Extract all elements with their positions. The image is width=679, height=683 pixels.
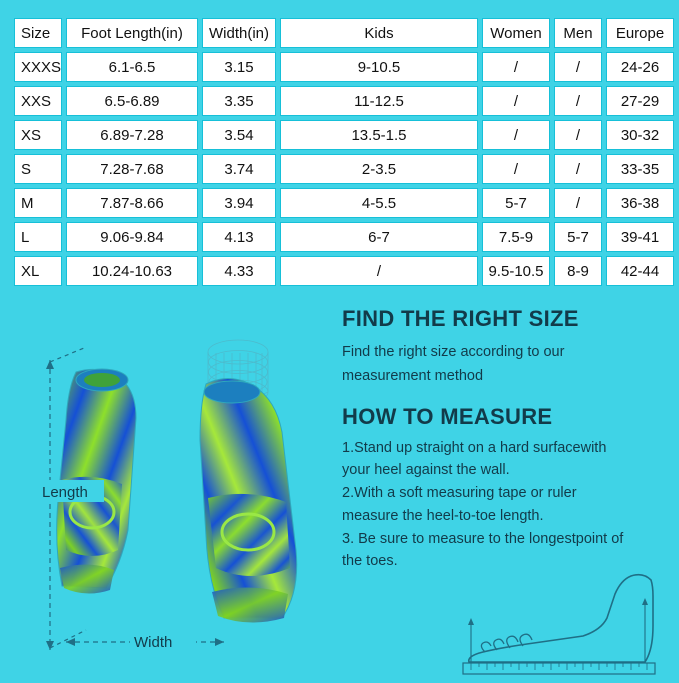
- column-header-kids: Kids: [280, 18, 478, 48]
- cell-kids: /: [280, 256, 478, 286]
- table-row: [14, 86, 674, 116]
- table-row: [14, 188, 674, 218]
- cell-foot-length: 6.5-6.89: [66, 86, 198, 116]
- cell-width: 4.13: [202, 222, 276, 252]
- cell-europe: 27-29: [606, 86, 674, 116]
- cell-women: 9.5-10.5: [482, 256, 550, 286]
- table-row: [14, 52, 674, 82]
- instructions-panel: [342, 306, 678, 574]
- cell-europe: 30-32: [606, 120, 674, 150]
- swim-fins-graphic: [10, 300, 340, 678]
- cell-foot-length: 7.28-7.68: [66, 154, 198, 184]
- column-header-width: Width(in): [202, 18, 276, 48]
- cell-kids: 11-12.5: [280, 86, 478, 116]
- cell-foot-length: 10.24-10.63: [66, 256, 198, 286]
- cell-size: XXXS: [14, 52, 62, 82]
- cell-kids: 9-10.5: [280, 52, 478, 82]
- cell-men: 8-9: [554, 256, 602, 286]
- how-to-measure-title: HOW TO MEASURE: [342, 403, 553, 429]
- column-header-foot-length: Foot Length(in): [66, 18, 198, 48]
- cell-foot-length: 9.06-9.84: [66, 222, 198, 252]
- cell-europe: 33-35: [606, 154, 674, 184]
- cell-width: 3.74: [202, 154, 276, 184]
- cell-size: S: [14, 154, 62, 184]
- fins-illustration: [10, 300, 340, 678]
- cell-width: 3.94: [202, 188, 276, 218]
- find-size-text-line2: measurement method: [342, 367, 484, 384]
- foot-ruler-graphic: [455, 566, 665, 676]
- cell-men: /: [554, 86, 602, 116]
- table-row: [14, 256, 674, 286]
- cell-europe: 24-26: [606, 52, 674, 82]
- column-header-europe: Europe: [606, 18, 674, 48]
- cell-women: /: [482, 86, 550, 116]
- cell-women: /: [482, 52, 550, 82]
- find-size-title: FIND THE RIGHT SIZE: [342, 306, 579, 331]
- cell-foot-length: 7.87-8.66: [66, 188, 198, 218]
- width-label: Width: [134, 634, 173, 651]
- table-row: [14, 154, 674, 184]
- cell-kids: 4-5.5: [280, 188, 478, 218]
- lower-section: [10, 300, 669, 678]
- measure-step-line: the toes.: [342, 553, 398, 570]
- cell-men: /: [554, 120, 602, 150]
- cell-men: 5-7: [554, 222, 602, 252]
- table-row: [14, 222, 674, 252]
- cell-men: /: [554, 188, 602, 218]
- cell-kids: 13.5-1.5: [280, 120, 478, 150]
- table-row: [14, 120, 674, 150]
- size-table: [10, 14, 678, 290]
- measure-step-line: your heel against the wall.: [342, 462, 510, 479]
- cell-women: 7.5-9: [482, 222, 550, 252]
- cell-width: 4.33: [202, 256, 276, 286]
- measure-steps: [342, 438, 678, 574]
- cell-size: M: [14, 188, 62, 218]
- cell-size: L: [14, 222, 62, 252]
- length-label: Length: [42, 484, 88, 501]
- column-header-men: Men: [554, 18, 602, 48]
- cell-europe: 36-38: [606, 188, 674, 218]
- cell-width: 3.15: [202, 52, 276, 82]
- cell-women: /: [482, 154, 550, 184]
- measure-step-line: 3. Be sure to measure to the longestpoint of: [342, 530, 624, 547]
- measure-step-line: measure the heel-to-toe length.: [342, 507, 544, 524]
- measure-step-line: 2.With a soft measuring tape or ruler: [342, 485, 577, 501]
- foot-measurement-illustration: [455, 566, 665, 676]
- cell-foot-length: 6.1-6.5: [66, 52, 198, 82]
- cell-men: /: [554, 52, 602, 82]
- cell-size: XL: [14, 256, 62, 286]
- cell-kids: 2-3.5: [280, 154, 478, 184]
- right-fin: [200, 378, 297, 622]
- cell-foot-length: 6.89-7.28: [66, 120, 198, 150]
- column-header-women: Women: [482, 18, 550, 48]
- cell-kids: 6-7: [280, 222, 478, 252]
- measure-step-line: 1.Stand up straight on a hard surfacewith: [342, 439, 607, 456]
- cell-width: 3.35: [202, 86, 276, 116]
- cell-europe: 39-41: [606, 222, 674, 252]
- find-size-text-line1: Find the right size according to our: [342, 344, 565, 360]
- cell-width: 3.54: [202, 120, 276, 150]
- table-header-row: [14, 18, 674, 48]
- cell-women: 5-7: [482, 188, 550, 218]
- cell-size: XXS: [14, 86, 62, 116]
- cell-women: /: [482, 120, 550, 150]
- cell-size: XS: [14, 120, 62, 150]
- cell-europe: 42-44: [606, 256, 674, 286]
- cell-men: /: [554, 154, 602, 184]
- column-header-size: Size: [14, 18, 62, 48]
